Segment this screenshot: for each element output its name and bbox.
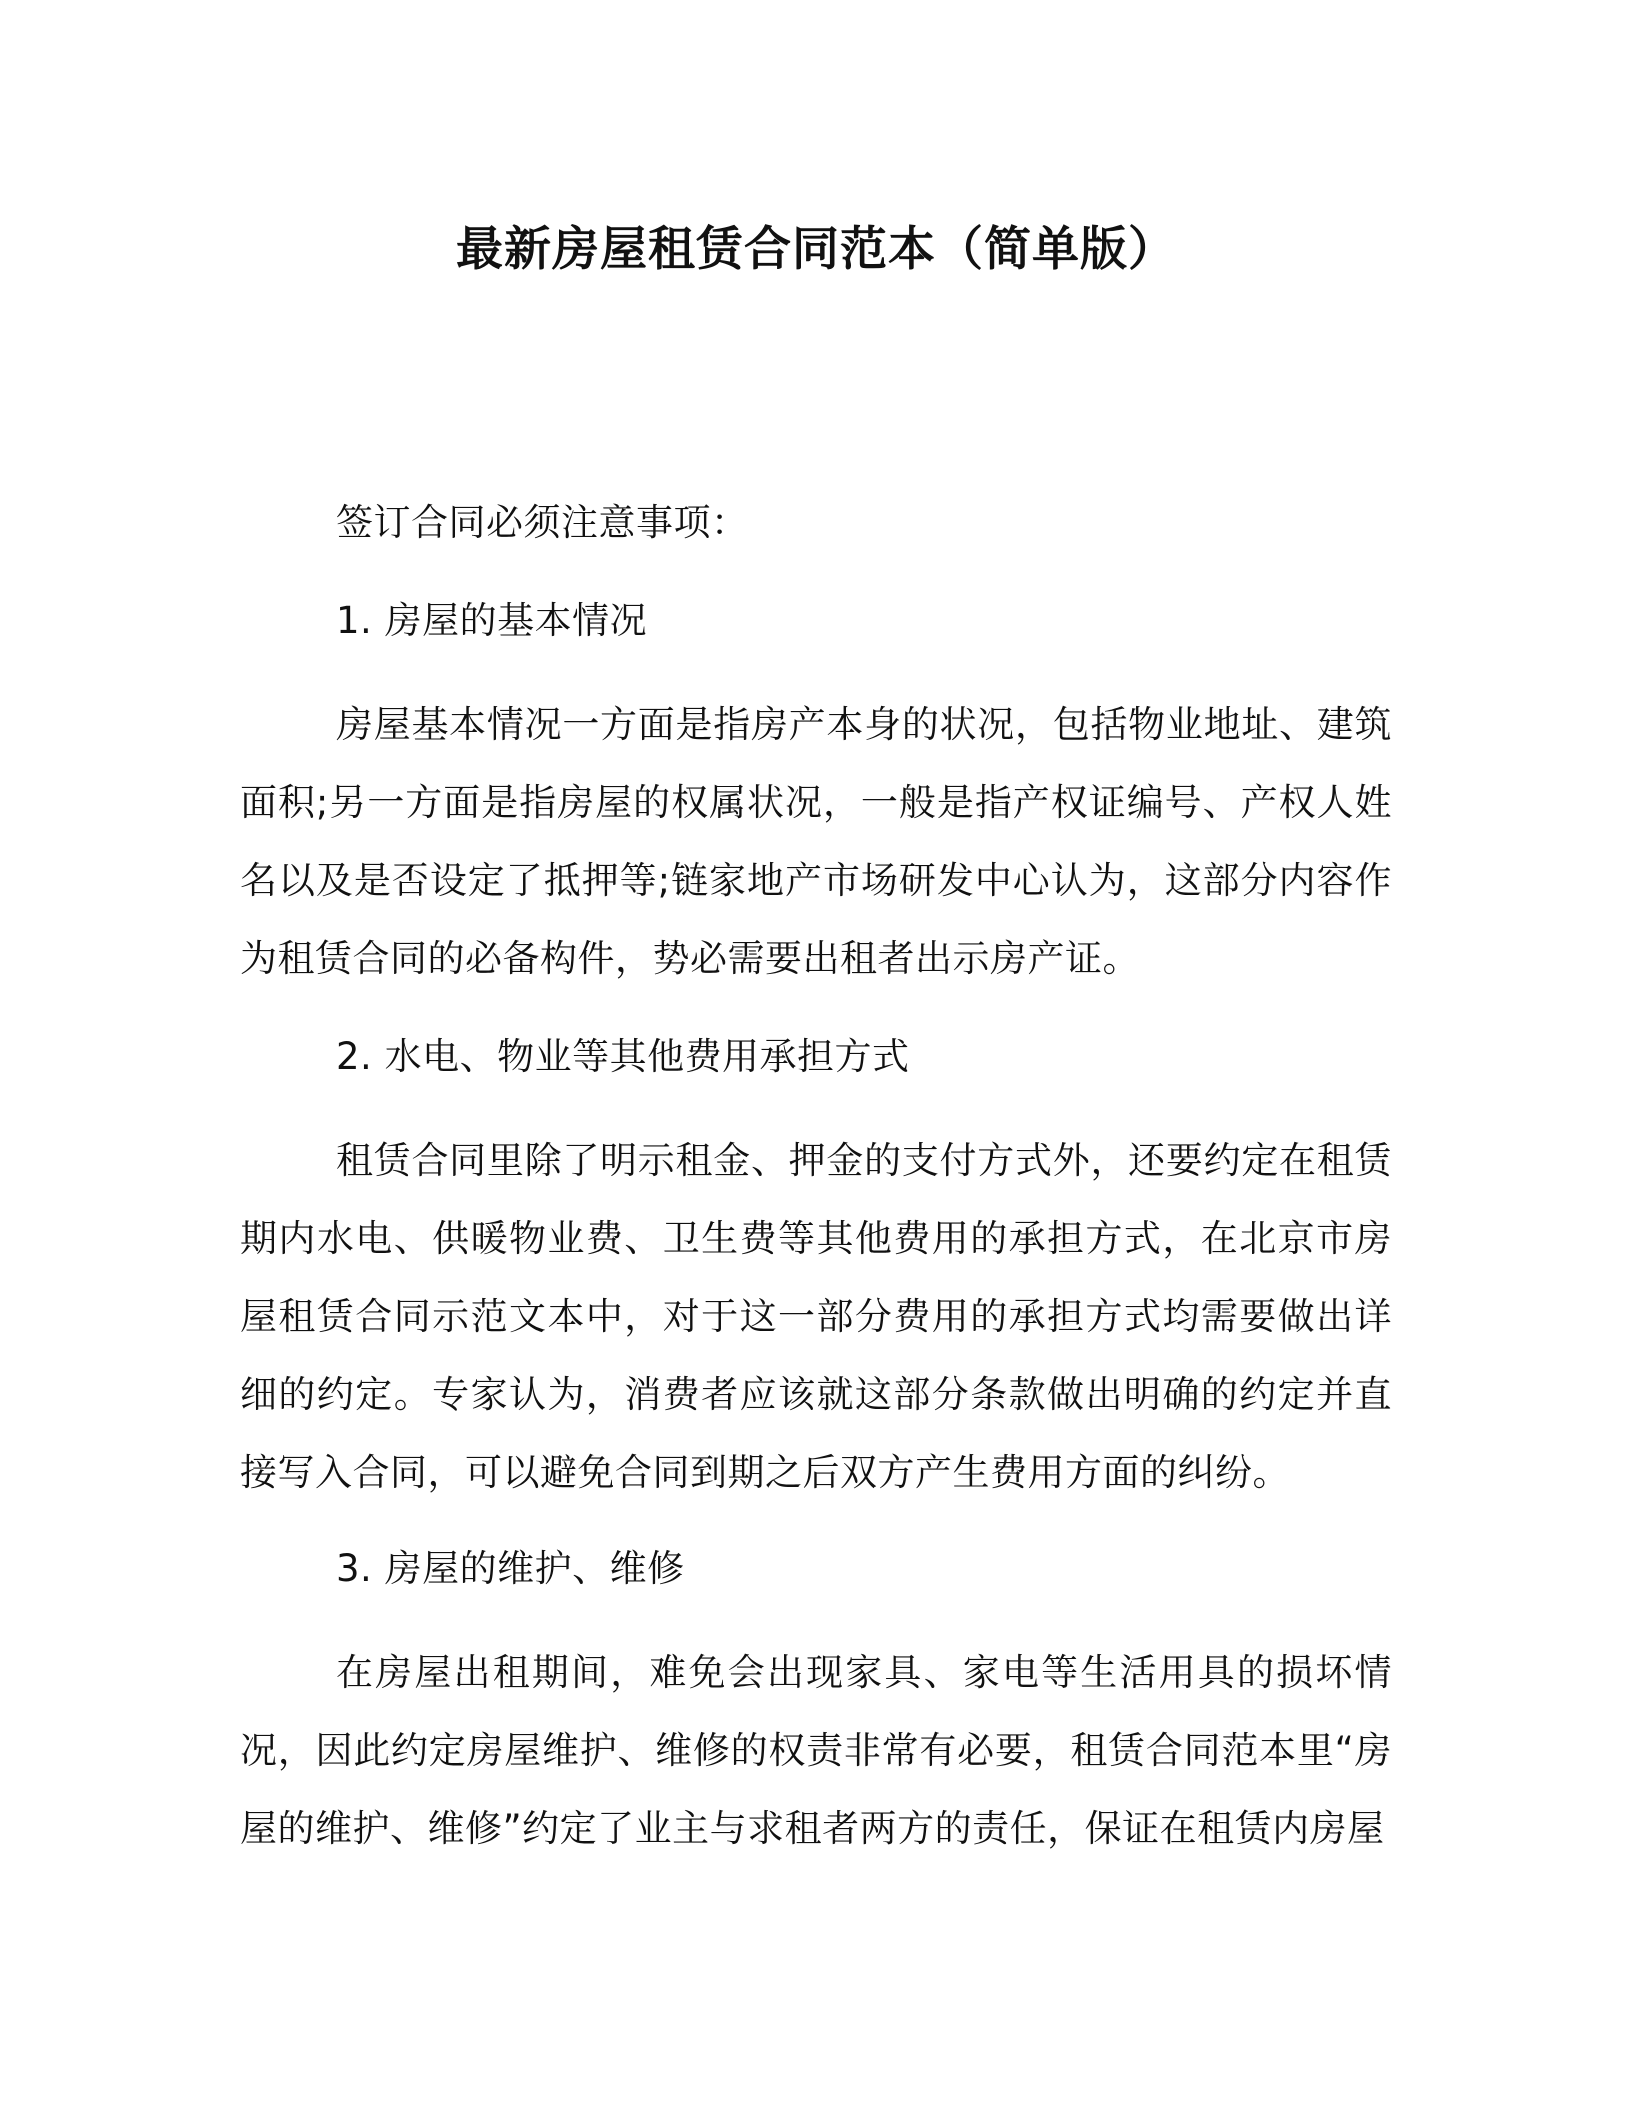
document-title: 最新房屋租赁合同范本（简单版） (456, 222, 1176, 277)
section-1-paragraph: 房屋基本情况一方面是指房产本身的状况，包括物业地址、建筑面积;另一方面是指房屋的权属状况，一般是指产权证编号、产权人姓名以及是否设定了抵押等;链家地产市场研发中心认为，这部分内容作为租赁合同的必备构件，势必需要出租者出示房产证。 (240, 703, 1392, 980)
section-2-paragraph: 租赁合同里除了明示租金、押金的支付方式外，还要约定在租赁期内水电、供暖物业费、卫生费等其他费用的承担方式，在北京市房屋租赁合同示范文本中，对于这一部分费用的承担方式均需要做出详细的约定。专家认为，消费者应该就这部分条款做出明确的约定并直接写入合同，可以避免合同到期之后双方产生费用方面的纠纷。 (240, 1139, 1392, 1494)
section-2-heading: 2. 水电、物业等其他费用承担方式 (336, 1035, 910, 1078)
section-3-heading: 3. 房屋的维护、维修 (336, 1547, 685, 1590)
notice-heading: 签订合同必须注意事项： (336, 501, 749, 544)
section-1-heading: 1. 房屋的基本情况 (336, 599, 648, 642)
section-3-paragraph: 在房屋出租期间，难免会出现家具、家电等生活用具的损坏情况，因此约定房屋维护、维修的权责非常有必要，租赁合同范本里“房屋的维护、维修”约定了业主与求租者两方的责任，保证在租赁内房屋 (240, 1651, 1392, 1850)
